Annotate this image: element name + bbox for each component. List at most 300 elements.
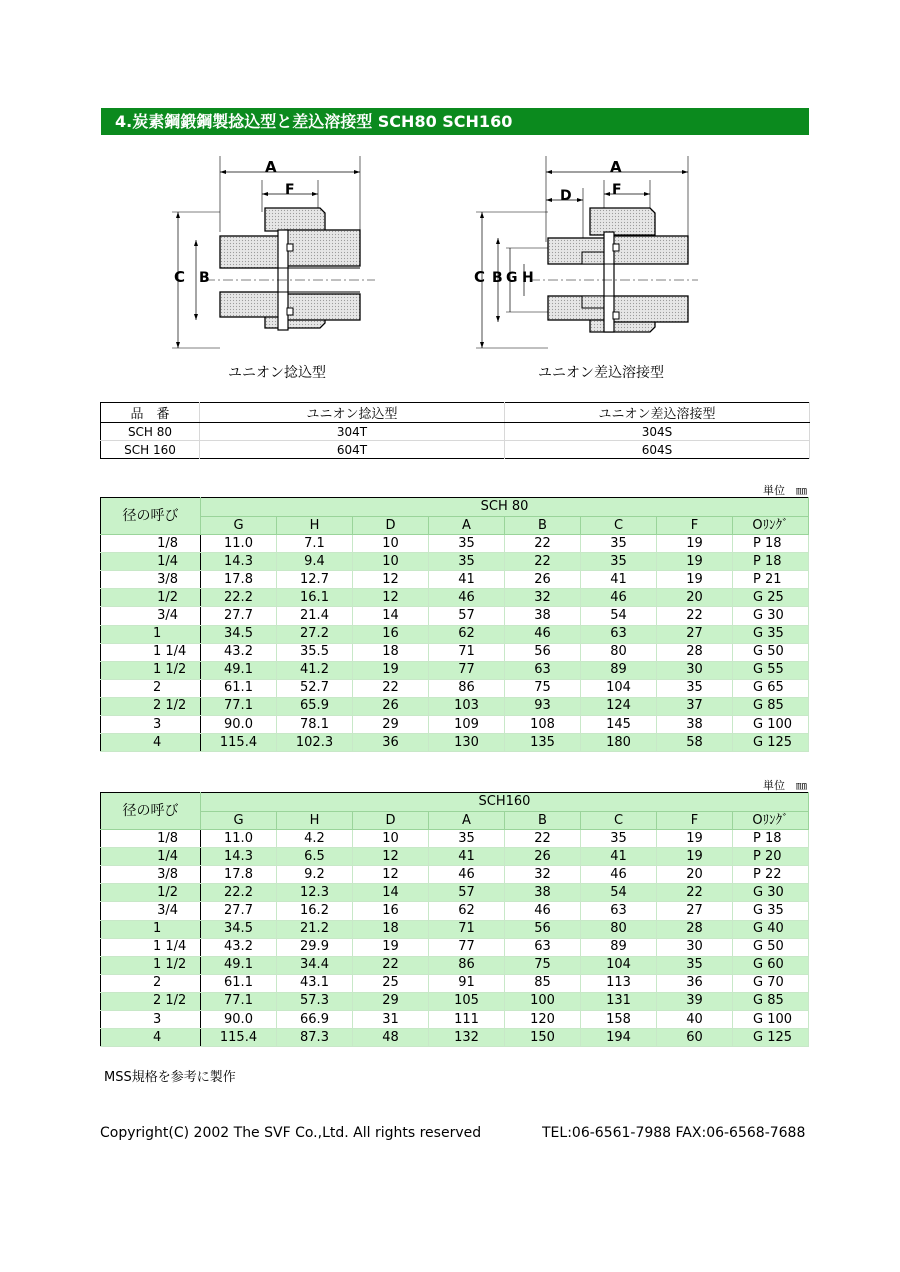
table-cell: G 125	[733, 734, 809, 752]
table-cell: 41	[429, 848, 505, 866]
table-cell: 10	[353, 535, 429, 553]
table-cell: 78.1	[277, 716, 353, 734]
table-cell: 41.2	[277, 661, 353, 679]
table-cell: 26	[505, 571, 581, 589]
table-cell: 62	[429, 902, 505, 920]
table-cell: 63	[505, 938, 581, 956]
table-cell: 17.8	[201, 571, 277, 589]
table-cell: 22	[353, 679, 429, 697]
table-cell: 9.2	[277, 866, 353, 884]
table-cell: 18	[353, 643, 429, 661]
table-cell: 46	[429, 866, 505, 884]
table-cell: G 70	[733, 974, 809, 992]
size-cell: 3/8	[101, 866, 201, 884]
table-row	[101, 974, 809, 992]
table-row	[101, 902, 809, 920]
table-cell: 46	[505, 902, 581, 920]
table-cell: G 50	[733, 643, 809, 661]
table-cell: 19	[353, 661, 429, 679]
table-cell: 12.7	[277, 571, 353, 589]
table-cell: 19	[657, 571, 733, 589]
table-cell: 14.3	[201, 553, 277, 571]
size-cell: 1/8	[101, 830, 201, 848]
table-cell: 22	[657, 607, 733, 625]
table-cell: 54	[581, 607, 657, 625]
table-cell: 41	[581, 848, 657, 866]
table-row	[101, 920, 809, 938]
size-cell: 2 1/2	[101, 992, 201, 1010]
table-cell: 22	[505, 553, 581, 571]
header-cell: ユニオン捻込型	[200, 403, 505, 423]
table-cell: 34.5	[201, 920, 277, 938]
table-cell: 22	[353, 956, 429, 974]
size-cell: 1/2	[101, 884, 201, 902]
table-cell: G 40	[733, 920, 809, 938]
table-row	[101, 679, 809, 697]
table-cell: 75	[505, 679, 581, 697]
table-cell: 145	[581, 716, 657, 734]
table-cell: 115.4	[201, 1029, 277, 1047]
table-cell: 304S	[505, 423, 810, 441]
table-cell: 604T	[200, 441, 505, 459]
table-cell: 100	[505, 992, 581, 1010]
table-cell: P 18	[733, 553, 809, 571]
table-cell: 65.9	[277, 697, 353, 715]
table-cell: G 35	[733, 902, 809, 920]
table-cell: 22.2	[201, 589, 277, 607]
table-cell: 37	[657, 697, 733, 715]
table-cell: 57	[429, 884, 505, 902]
size-cell: 3/8	[101, 571, 201, 589]
table-cell: 304T	[200, 423, 505, 441]
table-cell: 35	[429, 535, 505, 553]
size-cell: 3	[101, 716, 201, 734]
contact-info: TEL:06-6561-7988 FAX:06-6568-7688	[542, 1125, 806, 1141]
table-cell: G 85	[733, 697, 809, 715]
table-cell: 46	[581, 589, 657, 607]
column-header: G	[201, 517, 277, 535]
size-cell: 2 1/2	[101, 697, 201, 715]
column-header: D	[353, 517, 429, 535]
table-cell: G 60	[733, 956, 809, 974]
table-cell: 10	[353, 830, 429, 848]
table-cell: 28	[657, 643, 733, 661]
unit-label: 単位 ㎜	[763, 484, 807, 497]
table-cell: 27	[657, 902, 733, 920]
table-cell: 29.9	[277, 938, 353, 956]
table-cell: 77	[429, 938, 505, 956]
table-cell: 90.0	[201, 1011, 277, 1029]
dim-label-b: B	[492, 270, 503, 286]
table-cell: 11.0	[201, 535, 277, 553]
table-cell: 35	[657, 956, 733, 974]
dim-label-f: F	[285, 182, 295, 198]
table-cell: P 20	[733, 848, 809, 866]
size-cell: 2	[101, 679, 201, 697]
table-row	[101, 423, 810, 441]
table-cell: 93	[505, 697, 581, 715]
table-cell: 35	[657, 679, 733, 697]
column-header: H	[277, 812, 353, 830]
table-cell: 66.9	[277, 1011, 353, 1029]
table-cell: 80	[581, 643, 657, 661]
table-cell: 38	[505, 607, 581, 625]
model-number-table	[100, 402, 810, 459]
table-cell: 89	[581, 661, 657, 679]
dim-label-a: A	[265, 158, 277, 176]
table-row	[101, 553, 809, 571]
size-cell: 3/4	[101, 902, 201, 920]
column-header: F	[657, 812, 733, 830]
column-header: C	[581, 517, 657, 535]
size-cell: 1/2	[101, 589, 201, 607]
table-cell: 56	[505, 643, 581, 661]
table-cell: 41	[429, 571, 505, 589]
table-cell: 77.1	[201, 697, 277, 715]
table-cell: 58	[657, 734, 733, 752]
copyright: Copyright(C) 2002 The SVF Co.,Ltd. All rights reserved	[100, 1125, 482, 1141]
table-row	[101, 643, 809, 661]
table-cell: 49.1	[201, 956, 277, 974]
table-cell: 26	[353, 697, 429, 715]
table-cell: 22	[505, 830, 581, 848]
table-cell: 43.1	[277, 974, 353, 992]
table-row	[101, 992, 809, 1010]
table-cell: 22	[657, 884, 733, 902]
column-header-row	[101, 517, 809, 535]
table-cell: 131	[581, 992, 657, 1010]
header-cell: 品 番	[101, 403, 200, 423]
table-cell: P 18	[733, 830, 809, 848]
table-cell: 113	[581, 974, 657, 992]
table-cell: 90.0	[201, 716, 277, 734]
table-cell: 30	[657, 938, 733, 956]
table-cell: 104	[581, 956, 657, 974]
table-cell: 12	[353, 866, 429, 884]
table-cell: 103	[429, 697, 505, 715]
size-cell: 1 1/2	[101, 956, 201, 974]
table-cell: 111	[429, 1011, 505, 1029]
table-cell: 20	[657, 866, 733, 884]
threaded-union-drawing	[160, 152, 390, 357]
dim-label-b: B	[199, 270, 210, 286]
table-cell: 27	[657, 625, 733, 643]
header-row	[101, 793, 809, 812]
table-cell: 132	[429, 1029, 505, 1047]
column-header: D	[353, 812, 429, 830]
page-title: 4.炭素鋼鍛鋼製捻込型と差込溶接型 SCH80 SCH160	[101, 108, 809, 135]
table-cell: 35	[429, 553, 505, 571]
table-cell: 7.1	[277, 535, 353, 553]
table-cell: 57.3	[277, 992, 353, 1010]
table-row	[101, 697, 809, 715]
table-cell: 39	[657, 992, 733, 1010]
column-header: A	[429, 812, 505, 830]
size-cell: 1	[101, 625, 201, 643]
size-cell: 3	[101, 1011, 201, 1029]
table-cell: SCH 160	[101, 441, 200, 459]
table-cell: 43.2	[201, 643, 277, 661]
table-cell: 27.7	[201, 607, 277, 625]
table-cell: 22.2	[201, 884, 277, 902]
table-row	[101, 625, 809, 643]
dim-label-g: G	[506, 270, 518, 286]
sch160-dimension-table	[100, 792, 809, 1047]
dim-label-c: C	[174, 268, 186, 286]
table-cell: 80	[581, 920, 657, 938]
table-cell: 115.4	[201, 734, 277, 752]
table-cell: 27.2	[277, 625, 353, 643]
table-cell: G 50	[733, 938, 809, 956]
table-cell: P 22	[733, 866, 809, 884]
dim-label-h: H	[522, 270, 534, 286]
dim-label-f: F	[612, 182, 622, 198]
column-header: Oﾘﾝｸﾞ	[733, 812, 809, 830]
table-row	[101, 1029, 809, 1047]
table-row	[101, 1011, 809, 1029]
table-cell: 180	[581, 734, 657, 752]
table-cell: 41	[581, 571, 657, 589]
threaded-union-caption: ユニオン捻込型	[228, 365, 326, 381]
table-cell: 85	[505, 974, 581, 992]
table-cell: 46	[429, 589, 505, 607]
table-cell: 46	[581, 866, 657, 884]
table-cell: G 35	[733, 625, 809, 643]
table-cell: 21.4	[277, 607, 353, 625]
table-row	[101, 571, 809, 589]
header-row	[101, 498, 809, 517]
size-cell: 3/4	[101, 607, 201, 625]
table-cell: 63	[505, 661, 581, 679]
size-cell: 4	[101, 1029, 201, 1047]
table-cell: 150	[505, 1029, 581, 1047]
column-header: G	[201, 812, 277, 830]
size-cell: 1 1/2	[101, 661, 201, 679]
table-cell: P 18	[733, 535, 809, 553]
table-cell: 86	[429, 956, 505, 974]
table-cell: 12	[353, 589, 429, 607]
column-header: H	[277, 517, 353, 535]
table-cell: 12.3	[277, 884, 353, 902]
table-cell: 61.1	[201, 974, 277, 992]
table-cell: 21.2	[277, 920, 353, 938]
table-cell: 77.1	[201, 992, 277, 1010]
table-cell: 19	[657, 553, 733, 571]
table-cell: 35	[581, 830, 657, 848]
table-cell: G 25	[733, 589, 809, 607]
table-cell: 14	[353, 607, 429, 625]
column-header: B	[505, 812, 581, 830]
table-cell: 49.1	[201, 661, 277, 679]
table-cell: 102.3	[277, 734, 353, 752]
table-cell: 6.5	[277, 848, 353, 866]
size-cell: 1/8	[101, 535, 201, 553]
table-cell: 63	[581, 625, 657, 643]
table-cell: G 55	[733, 661, 809, 679]
table-cell: 25	[353, 974, 429, 992]
table-cell: 75	[505, 956, 581, 974]
table-cell: P 21	[733, 571, 809, 589]
table-cell: 35	[429, 830, 505, 848]
size-header: 径の呼び	[101, 498, 201, 535]
size-cell: 4	[101, 734, 201, 752]
table-cell: 194	[581, 1029, 657, 1047]
size-cell: 2	[101, 974, 201, 992]
sch80-dimension-table	[100, 497, 809, 752]
table-cell: 60	[657, 1029, 733, 1047]
table-row	[101, 956, 809, 974]
socket-weld-union-drawing	[470, 152, 700, 357]
table-cell: 109	[429, 716, 505, 734]
table-cell: 14.3	[201, 848, 277, 866]
table-cell: 27.7	[201, 902, 277, 920]
table-cell: 604S	[505, 441, 810, 459]
table-cell: G 30	[733, 884, 809, 902]
table-cell: 28	[657, 920, 733, 938]
table-cell: 30	[657, 661, 733, 679]
table-cell: 9.4	[277, 553, 353, 571]
column-header: Oﾘﾝｸﾞ	[733, 517, 809, 535]
table-row	[101, 734, 809, 752]
column-header-row	[101, 812, 809, 830]
table-cell: 16.1	[277, 589, 353, 607]
table-cell: 56	[505, 920, 581, 938]
size-cell: 1 1/4	[101, 643, 201, 661]
table-cell: G 100	[733, 1011, 809, 1029]
table-cell: 54	[581, 884, 657, 902]
dim-label-d: D	[560, 188, 572, 204]
table-cell: 36	[657, 974, 733, 992]
table-cell: 11.0	[201, 830, 277, 848]
table-cell: 62	[429, 625, 505, 643]
table-cell: 12	[353, 571, 429, 589]
table-cell: G 85	[733, 992, 809, 1010]
table-cell: 34.4	[277, 956, 353, 974]
table-cell: 40	[657, 1011, 733, 1029]
table-cell: 34.5	[201, 625, 277, 643]
socket-weld-union-caption: ユニオン差込溶接型	[538, 365, 664, 381]
table-row	[101, 661, 809, 679]
table-cell: 4.2	[277, 830, 353, 848]
table-cell: 35	[581, 553, 657, 571]
table-cell: 105	[429, 992, 505, 1010]
table-cell: 130	[429, 734, 505, 752]
table-cell: 20	[657, 589, 733, 607]
column-header: B	[505, 517, 581, 535]
table-cell: 16.2	[277, 902, 353, 920]
table-cell: 19	[657, 848, 733, 866]
dim-label-a: A	[610, 158, 622, 176]
unit-label: 単位 ㎜	[763, 779, 807, 792]
table-cell: G 65	[733, 679, 809, 697]
table-cell: 120	[505, 1011, 581, 1029]
size-cell: 1	[101, 920, 201, 938]
table-row	[101, 938, 809, 956]
table-cell: 32	[505, 589, 581, 607]
table-cell: 71	[429, 643, 505, 661]
standard-note: MSS規格を参考に製作	[104, 1070, 236, 1085]
table-cell: 57	[429, 607, 505, 625]
table-cell: 35.5	[277, 643, 353, 661]
schedule-header: SCH160	[201, 793, 809, 812]
table-cell: 61.1	[201, 679, 277, 697]
table-cell: 19	[657, 830, 733, 848]
table-cell: 77	[429, 661, 505, 679]
schedule-header: SCH 80	[201, 498, 809, 517]
table-cell: 16	[353, 625, 429, 643]
dim-label-c: C	[474, 268, 486, 286]
table-cell: 12	[353, 848, 429, 866]
size-cell: 1/4	[101, 848, 201, 866]
table-cell: 87.3	[277, 1029, 353, 1047]
table-cell: SCH 80	[101, 423, 200, 441]
table-cell: 158	[581, 1011, 657, 1029]
table-row	[101, 866, 809, 884]
size-cell: 1 1/4	[101, 938, 201, 956]
header-cell: ユニオン差込溶接型	[505, 403, 810, 423]
table-cell: G 100	[733, 716, 809, 734]
table-row	[101, 607, 809, 625]
table-cell: 36	[353, 734, 429, 752]
table-cell: 26	[505, 848, 581, 866]
table-cell: 71	[429, 920, 505, 938]
table-cell: 135	[505, 734, 581, 752]
table-row	[101, 884, 809, 902]
size-cell: 1/4	[101, 553, 201, 571]
table-row	[101, 589, 809, 607]
column-header: F	[657, 517, 733, 535]
table-cell: 17.8	[201, 866, 277, 884]
table-cell: 108	[505, 716, 581, 734]
table-cell: 22	[505, 535, 581, 553]
table-cell: 29	[353, 992, 429, 1010]
model-header-row	[101, 403, 810, 423]
table-row	[101, 830, 809, 848]
table-cell: 124	[581, 697, 657, 715]
table-cell: 35	[581, 535, 657, 553]
table-cell: 91	[429, 974, 505, 992]
size-header: 径の呼び	[101, 793, 201, 830]
table-row	[101, 535, 809, 553]
table-cell: 14	[353, 884, 429, 902]
table-cell: 32	[505, 866, 581, 884]
table-cell: 19	[657, 535, 733, 553]
table-cell: 52.7	[277, 679, 353, 697]
column-header: C	[581, 812, 657, 830]
table-cell: 10	[353, 553, 429, 571]
table-cell: G 30	[733, 607, 809, 625]
table-cell: 19	[353, 938, 429, 956]
table-cell: 38	[505, 884, 581, 902]
table-row	[101, 848, 809, 866]
table-cell: 104	[581, 679, 657, 697]
table-cell: G 125	[733, 1029, 809, 1047]
table-cell: 31	[353, 1011, 429, 1029]
table-cell: 29	[353, 716, 429, 734]
table-cell: 63	[581, 902, 657, 920]
table-cell: 86	[429, 679, 505, 697]
table-cell: 43.2	[201, 938, 277, 956]
table-row	[101, 716, 809, 734]
table-cell: 18	[353, 920, 429, 938]
table-cell: 48	[353, 1029, 429, 1047]
table-cell: 46	[505, 625, 581, 643]
table-row	[101, 441, 810, 459]
column-header: A	[429, 517, 505, 535]
table-cell: 89	[581, 938, 657, 956]
table-cell: 16	[353, 902, 429, 920]
table-cell: 38	[657, 716, 733, 734]
